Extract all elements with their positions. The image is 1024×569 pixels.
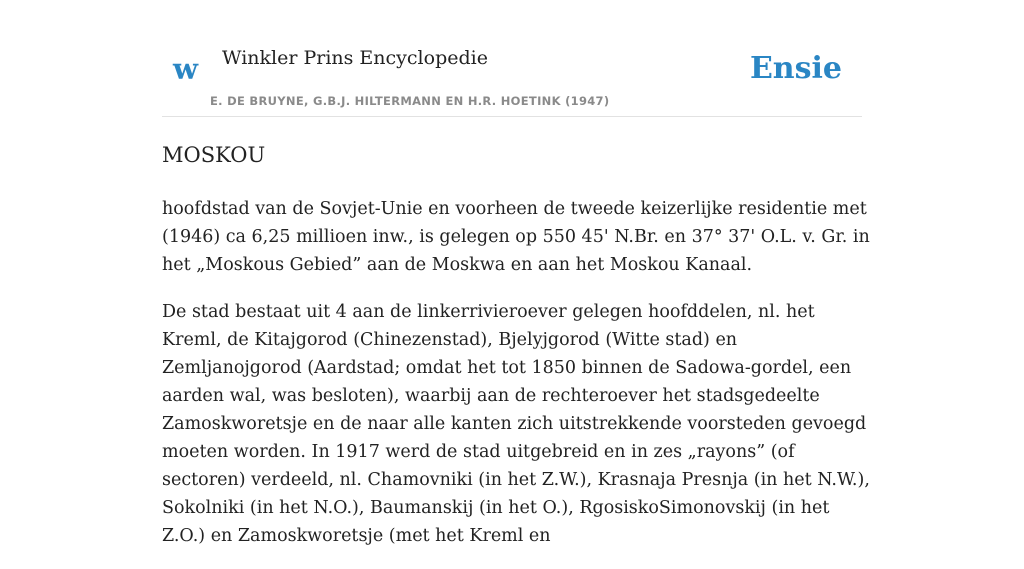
site-header: [162, 0, 862, 117]
article-headword: MOSKOU: [162, 143, 266, 167]
ensie-logo[interactable]: Ensie: [749, 51, 842, 86]
article-paragraph-1: hoofdstad van de Sovjet-Unie en voorheen de tweede keizerlijke residentie met (1946) ca 6,25 millioen inw., is gelegen op 550 45' N.Br. en 37° 37' O.L. v. Gr. in het „Moskous Gebied” aan de Moskwa en aan het Moskou Kanaal.: [162, 199, 870, 275]
winkler-prins-logo[interactable]: w: [173, 52, 198, 86]
article: [162, 138, 874, 569]
source-authors: E. DE BRUYNE, G.B.J. HILTERMANN EN H.R. HOETINK (1947): [210, 94, 610, 108]
article-paragraph-2: De stad bestaat uit 4 aan de linkerrivieroever gelegen hoofddelen, nl. het Kreml, de Kitajgorod (Chinezenstad), Bjelyjgorod (Witte stad) en Zemljanojgorod (Aardstad; omdat het tot 1850 binnen de Sadowa-gordel, een aarden wal, was besloten), waarbij aan de rechteroever het stadsgedeelte Zamoskworetsje en de naar alle kanten zich uitstrekkende voorsteden gevoegd moeten worden. In 1917 werd de stad uitgebreid en in zes „rayons” (of sectoren) verdeeld, nl. Chamovniki (in het Z.W.), Krasnaja Presnja (in het N.W.), Sokolniki (in het N.O.), Baumanskij (in het O.), RgosiskoSimonovskij (in het Z.O.) en Zamoskworetsje (met het Kreml en: [162, 302, 870, 546]
source-title[interactable]: Winkler Prins Encyclopedie: [222, 47, 488, 69]
